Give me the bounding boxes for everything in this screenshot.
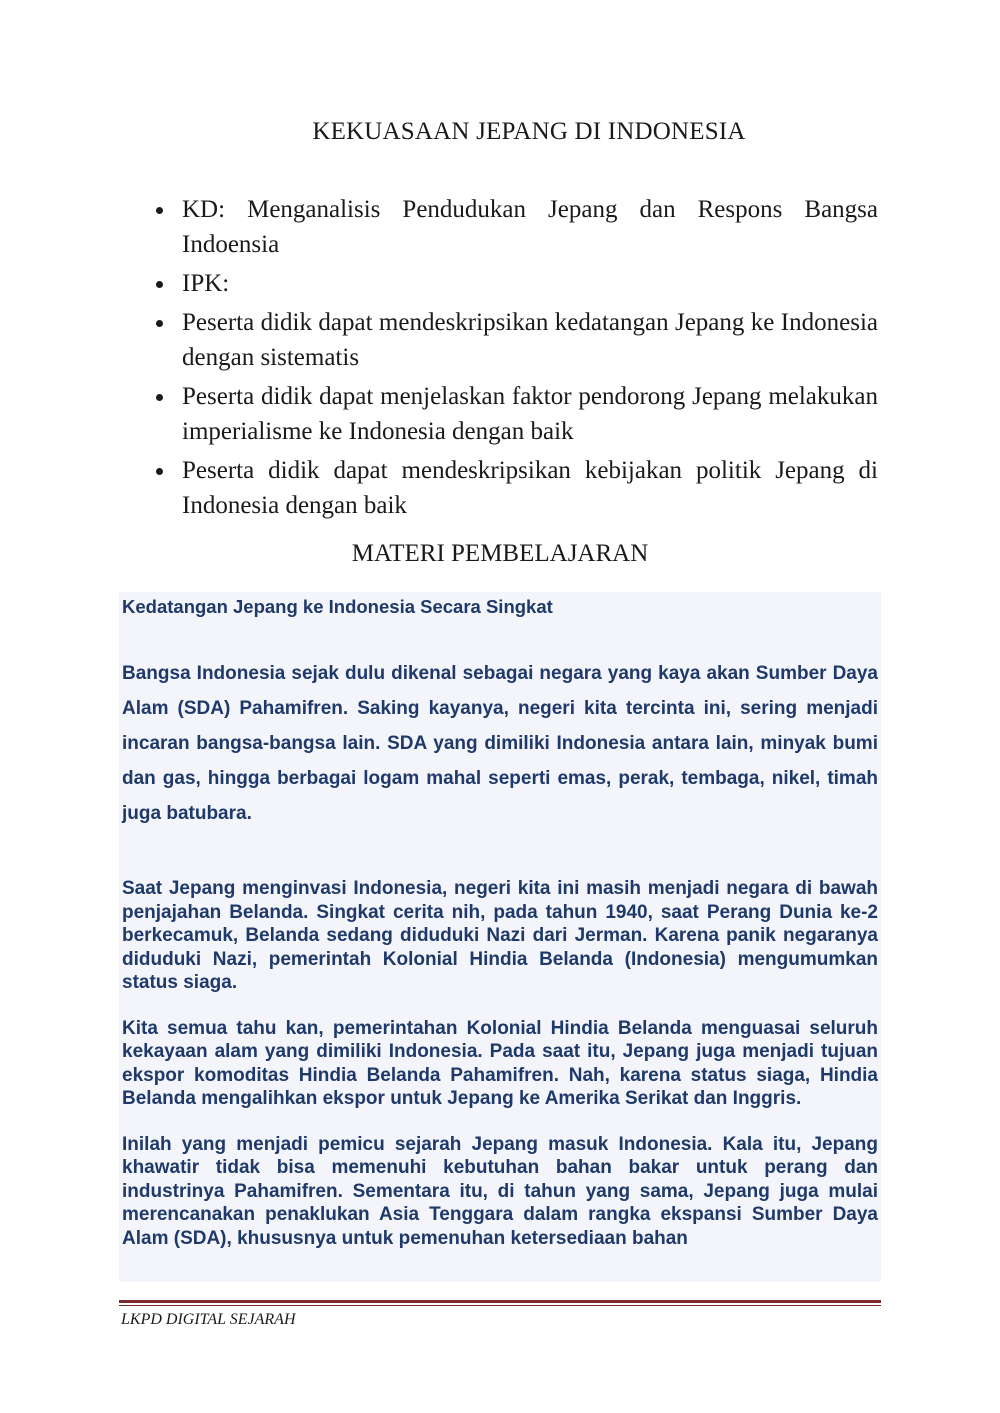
objective-item xyxy=(120,305,878,375)
objective-item xyxy=(120,453,878,523)
objective-text: Peserta didik dapat mendeskripsikan kebijakan politik Jepang di Indonesia dengan baik xyxy=(182,457,878,519)
bullet-icon xyxy=(156,468,163,475)
material-paragraph: Saat Jepang menginvasi Indonesia, negeri kita ini masih menjadi negara di bawah penjajahan Belanda. Singkat cerita nih, pada tahun 1940, saat Perang Dunia ke-2 berkecamuk, Belanda sedang diduduki Nazi dari Jerman. Karena panik negaranya diduduki Nazi, pemerintah Kolonial Hindia Belanda (Indonesia) mengumumkan status siaga. xyxy=(122,878,878,993)
bullet-icon xyxy=(156,207,163,214)
material-heading: Kedatangan Jepang ke Indonesia Secara Singkat xyxy=(122,596,553,617)
objective-text: Peserta didik dapat mendeskripsikan kedatangan Jepang ke Indonesia dengan sistematis xyxy=(182,309,878,371)
objective-ipk xyxy=(120,266,878,301)
section-title: MATERI PEMBELAJARAN xyxy=(351,540,649,567)
material-paragraph: Inilah yang menjadi pemicu sejarah Jepang masuk Indonesia. Kala itu, Jepang khawatir tidak bisa memenuhi kebutuhan bahan bakar untuk perang dan industrinya Pahamifren. Sementara itu, di tahun yang sama, Jepang juga mulai merencanakan penaklukan Asia Tenggara dalam rangka ekspansi Sumber Daya Alam (SDA), khususnya untuk pemenuhan ketersediaan bahan xyxy=(122,1133,878,1249)
footer-divider-thin xyxy=(119,1305,881,1306)
material-paragraph: Bangsa Indonesia sejak dulu dikenal sebagai negara yang kaya akan Sumber Daya Alam (SDA) Pahamifren. Saking kayanya, negeri kita tercinta ini, sering menjadi incaran bangsa-bangsa lain. SDA yang dimiliki Indonesia antara lain, minyak bumi dan gas, hingga berbagai logam mahal seperti emas, perak, tembaga, nikel, timah juga batubara. xyxy=(122,663,878,824)
objective-text: Peserta didik dapat menjelaskan faktor pendorong Jepang melakukan imperialisme ke Indonesia dengan baik xyxy=(182,383,878,445)
footer-label: LKPD DIGITAL SEJARAH xyxy=(121,1311,296,1328)
objective-item xyxy=(120,379,878,449)
material-paragraph: Kita semua tahu kan, pemerintahan Kolonial Hindia Belanda menguasai seluruh kekayaan alam yang dimiliki Indonesia. Pada saat itu, Jepang juga menjadi tujuan ekspor komoditas Hindia Belanda Pahamifren. Nah, karena status siaga, Hindia Belanda mengalihkan ekspor untuk Jepang ke Amerika Serikat dan Inggris. xyxy=(122,1017,878,1109)
objective-kd xyxy=(120,192,878,262)
bullet-icon xyxy=(156,320,163,327)
page-title: KEKUASAAN JEPANG DI INDONESIA xyxy=(312,118,746,145)
bullet-icon xyxy=(156,394,163,401)
objective-text: KD: Menganalisis Pendudukan Jepang dan Respons Bangsa Indoensia xyxy=(182,196,878,258)
learning-objectives-list xyxy=(120,192,878,527)
objective-text: IPK: xyxy=(182,270,230,297)
material-content-box xyxy=(119,592,881,1282)
material-content xyxy=(119,592,881,1250)
footer-divider xyxy=(119,1300,881,1303)
bullet-icon xyxy=(156,281,163,288)
